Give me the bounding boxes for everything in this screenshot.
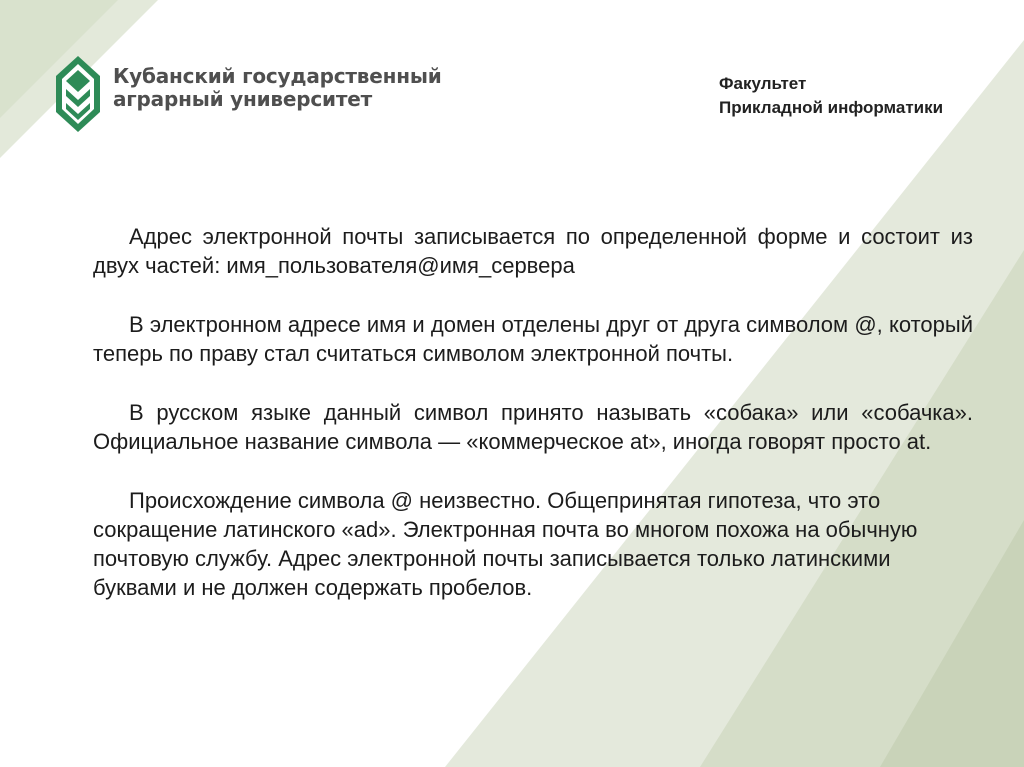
paragraph-at-separator: В электронном адресе имя и домен отделены друг от друга символом @, который теперь по праву стал считаться символом электронной почты. xyxy=(93,312,973,366)
slide-body xyxy=(93,222,973,632)
kubsau-logo-icon xyxy=(56,56,100,132)
faculty-line2: Прикладной информатики xyxy=(719,98,944,117)
faculty-line1: Факультет xyxy=(719,74,807,93)
paragraph-at-names: В русском языке данный символ принято называть «собака» или «собачка». Официальное название символа — «коммерческое at», иногда говорят просто at. xyxy=(93,400,973,454)
paragraph-email-format: Адрес электронной почты записывается по определенной форме и состоит из двух частей: имя_пользователя@имя_сервера xyxy=(93,224,973,278)
faculty-title xyxy=(719,72,943,120)
university-name-line1: Кубанский государственный xyxy=(113,64,442,88)
university-logo xyxy=(56,56,442,132)
paragraph-at-origin: Происхождение символа @ неизвестно. Общепринятая гипотеза, что это сокращение латинского «ad». Электронная почта во многом похожа на обычную почтовую службу. Адрес электронной почты записывается только латинскими буквами и не должен содержать пробелов. xyxy=(93,488,918,600)
university-name xyxy=(113,65,442,111)
university-name-line2: аграрный университет xyxy=(113,87,372,111)
